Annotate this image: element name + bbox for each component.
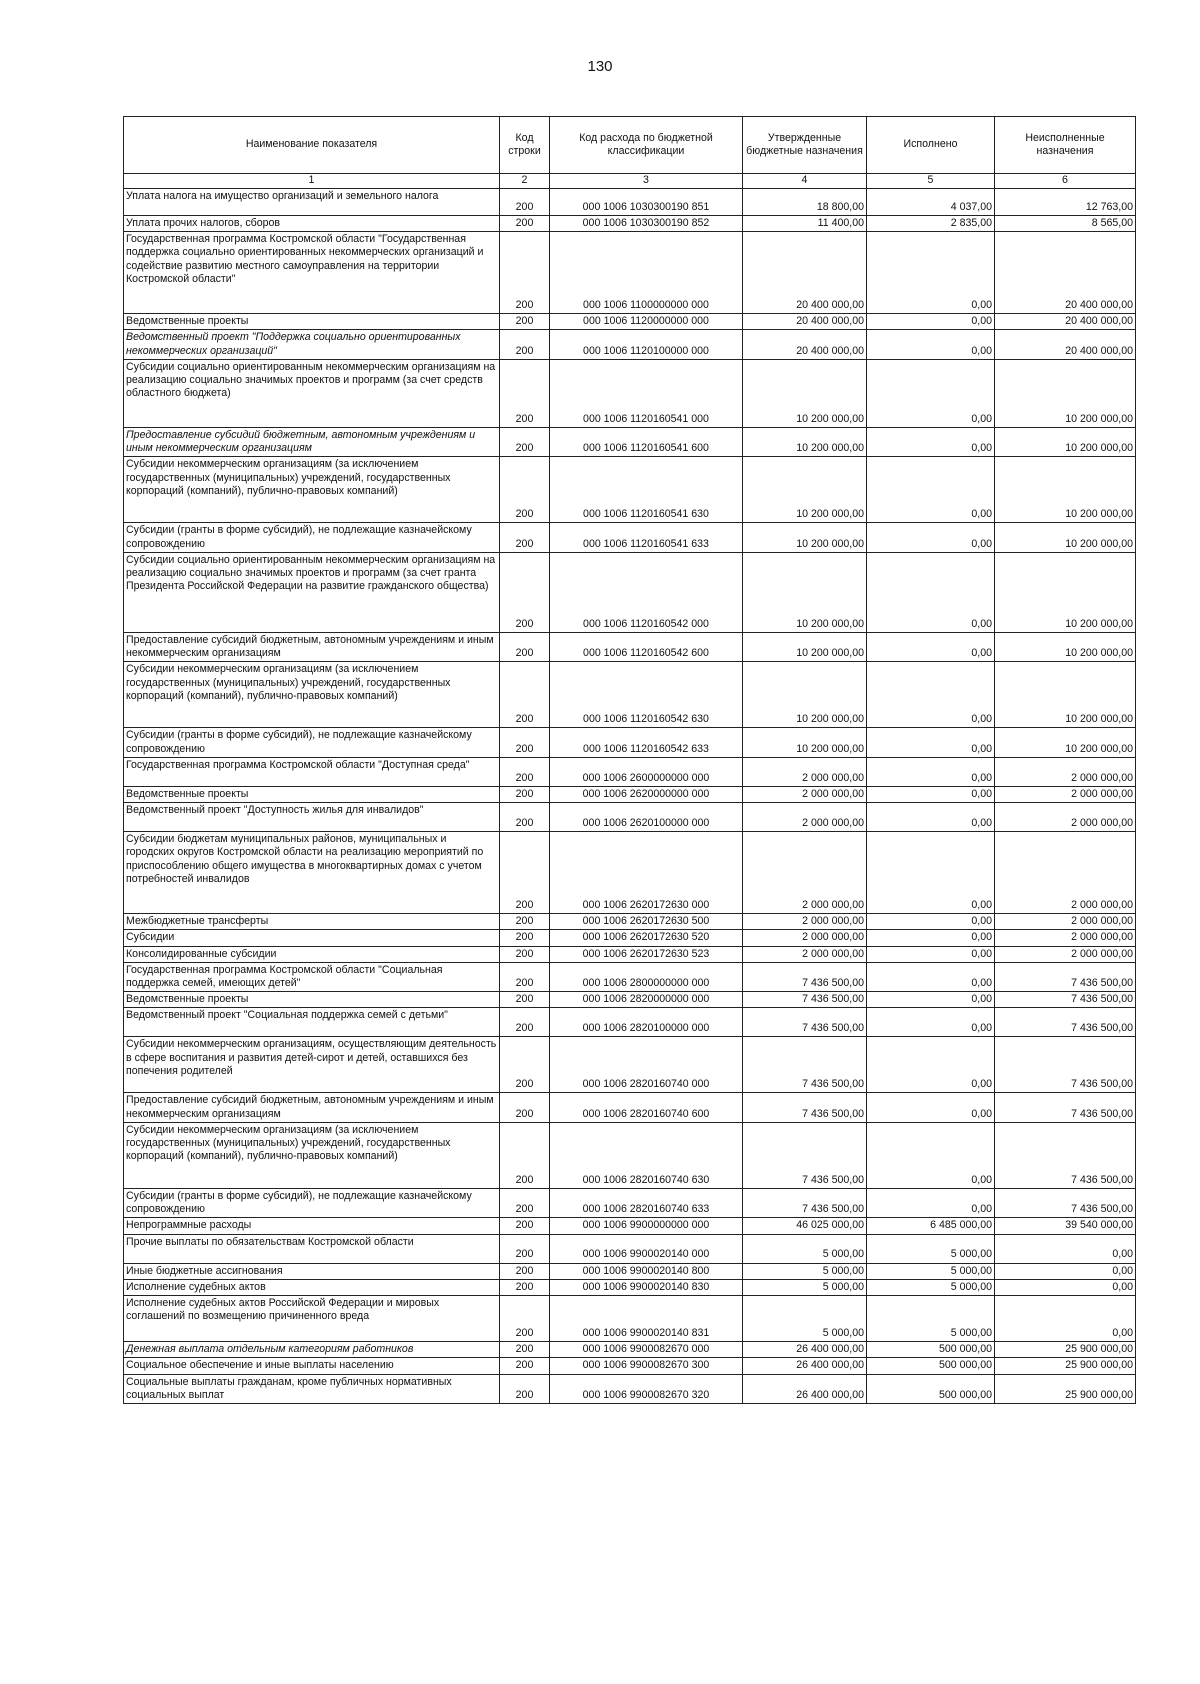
row-name: Субсидии некоммерческим организациям, осуществляющим деятельность в сфере воспитания и развития детей-сирот и детей, оставшихся без попечения родителей: [124, 1037, 500, 1093]
table-row: [124, 1122, 1136, 1188]
table-row: [124, 662, 1136, 728]
row-name: Исполнение судебных актов: [124, 1279, 500, 1295]
header-unexecuted: Неисполненные назначения: [995, 117, 1136, 174]
table-row: [124, 1263, 1136, 1279]
row-unexecuted: 2 000 000,00: [995, 786, 1136, 802]
row-line-code: 200: [500, 232, 550, 314]
row-name: Ведомственный проект "Поддержка социально ориентированных некоммерческих организаций": [124, 330, 500, 359]
row-executed: 0,00: [867, 662, 995, 728]
row-unexecuted: 10 200 000,00: [995, 427, 1136, 456]
row-expense-code: 000 1006 9900020140 830: [550, 1279, 743, 1295]
table-row: [124, 359, 1136, 427]
row-expense-code: 000 1006 9900082670 320: [550, 1374, 743, 1403]
row-unexecuted: 7 436 500,00: [995, 1037, 1136, 1093]
row-line-code: 200: [500, 992, 550, 1008]
row-executed: 5 000,00: [867, 1279, 995, 1295]
row-line-code: 200: [500, 552, 550, 632]
row-name: Субсидии некоммерческим организациям (за исключением государственных (муниципальных) учреждений, государственных корпораций (компаний), публично-правовых компаний): [124, 662, 500, 728]
row-unexecuted: 2 000 000,00: [995, 946, 1136, 962]
row-expense-code: 000 1006 1120160542 633: [550, 728, 743, 757]
table-row: [124, 1279, 1136, 1295]
row-unexecuted: 25 900 000,00: [995, 1342, 1136, 1358]
table-row: [124, 1218, 1136, 1234]
row-line-code: 200: [500, 1342, 550, 1358]
row-executed: 4 037,00: [867, 189, 995, 216]
row-executed: 0,00: [867, 330, 995, 359]
row-expense-code: 000 1006 1120100000 000: [550, 330, 743, 359]
row-line-code: 200: [500, 457, 550, 523]
row-executed: 500 000,00: [867, 1342, 995, 1358]
row-unexecuted: 7 436 500,00: [995, 1122, 1136, 1188]
row-approved: 46 025 000,00: [743, 1218, 867, 1234]
row-expense-code: 000 1006 2820000000 000: [550, 992, 743, 1008]
row-expense-code: 000 1006 2620172630 000: [550, 832, 743, 914]
table-row: [124, 992, 1136, 1008]
row-unexecuted: 12 763,00: [995, 189, 1136, 216]
row-executed: 0,00: [867, 992, 995, 1008]
row-executed: 5 000,00: [867, 1263, 995, 1279]
row-name: Социальные выплаты гражданам, кроме публичных нормативных социальных выплат: [124, 1374, 500, 1403]
row-expense-code: 000 1006 1120160541 630: [550, 457, 743, 523]
row-approved: 10 200 000,00: [743, 662, 867, 728]
row-name: Уплата прочих налогов, сборов: [124, 216, 500, 232]
row-approved: 20 400 000,00: [743, 330, 867, 359]
row-executed: 0,00: [867, 1008, 995, 1037]
row-line-code: 200: [500, 728, 550, 757]
row-unexecuted: 20 400 000,00: [995, 232, 1136, 314]
row-expense-code: 000 1006 9900020140 000: [550, 1234, 743, 1263]
row-approved: 2 000 000,00: [743, 786, 867, 802]
row-name: Социальное обеспечение и иные выплаты населению: [124, 1358, 500, 1374]
table-row: [124, 1188, 1136, 1217]
row-executed: 0,00: [867, 1188, 995, 1217]
row-approved: 5 000,00: [743, 1296, 867, 1342]
row-executed: 0,00: [867, 232, 995, 314]
row-expense-code: 000 1006 2820160740 600: [550, 1093, 743, 1122]
row-approved: 2 000 000,00: [743, 832, 867, 914]
row-line-code: 200: [500, 786, 550, 802]
row-line-code: 200: [500, 962, 550, 991]
row-executed: 6 485 000,00: [867, 1218, 995, 1234]
row-name: Консолидированные субсидии: [124, 946, 500, 962]
row-name: Субсидии бюджетам муниципальных районов, муниципальных и городских округов Костромской области на реализацию мероприятий по приспособлению общего имущества в многоквартирных домах с учетом потребностей инвалидов: [124, 832, 500, 914]
row-unexecuted: 10 200 000,00: [995, 359, 1136, 427]
table-row: [124, 757, 1136, 786]
row-name: Предоставление субсидий бюджетным, автономным учреждениям и иным некоммерческим организациям: [124, 632, 500, 661]
table-row: [124, 1234, 1136, 1263]
row-expense-code: 000 1006 1120000000 000: [550, 314, 743, 330]
row-unexecuted: 10 200 000,00: [995, 662, 1136, 728]
row-executed: 500 000,00: [867, 1374, 995, 1403]
row-line-code: 200: [500, 803, 550, 832]
row-approved: 11 400,00: [743, 216, 867, 232]
row-executed: 0,00: [867, 427, 995, 456]
row-unexecuted: 8 565,00: [995, 216, 1136, 232]
row-approved: 7 436 500,00: [743, 962, 867, 991]
row-unexecuted: 0,00: [995, 1234, 1136, 1263]
table-body: [124, 189, 1136, 1404]
row-line-code: 200: [500, 359, 550, 427]
row-executed: 0,00: [867, 359, 995, 427]
row-unexecuted: 25 900 000,00: [995, 1358, 1136, 1374]
row-approved: 10 200 000,00: [743, 359, 867, 427]
row-executed: 0,00: [867, 728, 995, 757]
row-name: Денежная выплата отдельным категориям работников: [124, 1342, 500, 1358]
row-executed: 5 000,00: [867, 1234, 995, 1263]
row-line-code: 200: [500, 662, 550, 728]
row-approved: 7 436 500,00: [743, 1093, 867, 1122]
table-row: [124, 930, 1136, 946]
row-name: Непрограммные расходы: [124, 1218, 500, 1234]
table-row: [124, 1358, 1136, 1374]
row-unexecuted: 7 436 500,00: [995, 1008, 1136, 1037]
row-expense-code: 000 1006 1030300190 852: [550, 216, 743, 232]
row-name: Ведомственные проекты: [124, 314, 500, 330]
row-expense-code: 000 1006 2820160740 000: [550, 1037, 743, 1093]
row-unexecuted: 2 000 000,00: [995, 832, 1136, 914]
row-unexecuted: 2 000 000,00: [995, 914, 1136, 930]
row-line-code: 200: [500, 1263, 550, 1279]
row-line-code: 200: [500, 1008, 550, 1037]
row-name: Субсидии (гранты в форме субсидий), не подлежащие казначейскому сопровождению: [124, 1188, 500, 1217]
row-line-code: 200: [500, 1122, 550, 1188]
table-row: [124, 962, 1136, 991]
row-name: Субсидии социально ориентированным некоммерческим организациям на реализацию социально значимых проектов и программ (за счет гранта Президента Российской Федерации на развитие гражданского общества): [124, 552, 500, 632]
table-row: [124, 457, 1136, 523]
row-expense-code: 000 1006 2620000000 000: [550, 786, 743, 802]
row-line-code: 200: [500, 1188, 550, 1217]
row-expense-code: 000 1006 2820100000 000: [550, 1008, 743, 1037]
row-unexecuted: 39 540 000,00: [995, 1218, 1136, 1234]
row-unexecuted: 10 200 000,00: [995, 728, 1136, 757]
row-line-code: 200: [500, 914, 550, 930]
table-row: [124, 232, 1136, 314]
row-unexecuted: 0,00: [995, 1263, 1136, 1279]
row-unexecuted: 7 436 500,00: [995, 962, 1136, 991]
table-row: [124, 786, 1136, 802]
row-approved: 20 400 000,00: [743, 314, 867, 330]
table-row: [124, 314, 1136, 330]
table-row: [124, 1037, 1136, 1093]
row-approved: 2 000 000,00: [743, 757, 867, 786]
row-expense-code: 000 1006 1120160542 000: [550, 552, 743, 632]
row-expense-code: 000 1006 1120160542 630: [550, 662, 743, 728]
row-expense-code: 000 1006 1100000000 000: [550, 232, 743, 314]
row-executed: 2 835,00: [867, 216, 995, 232]
column-number-row: [124, 174, 1136, 189]
column-number: 3: [550, 174, 743, 189]
row-name: Уплата налога на имущество организаций и земельного налога: [124, 189, 500, 216]
row-name: Иные бюджетные ассигнования: [124, 1263, 500, 1279]
row-approved: 26 400 000,00: [743, 1342, 867, 1358]
table-row: [124, 1093, 1136, 1122]
row-approved: 10 200 000,00: [743, 728, 867, 757]
row-expense-code: 000 1006 2820160740 633: [550, 1188, 743, 1217]
header-row: [124, 117, 1136, 174]
row-line-code: 200: [500, 189, 550, 216]
budget-execution-table: [123, 116, 1136, 1404]
row-executed: 0,00: [867, 803, 995, 832]
row-approved: 7 436 500,00: [743, 1008, 867, 1037]
row-approved: 10 200 000,00: [743, 552, 867, 632]
row-expense-code: 000 1006 2620172630 523: [550, 946, 743, 962]
row-name: Государственная программа Костромской области "Доступная среда": [124, 757, 500, 786]
row-name: Ведомственный проект "Социальная поддержка семей с детьми": [124, 1008, 500, 1037]
row-executed: 0,00: [867, 314, 995, 330]
row-line-code: 200: [500, 1374, 550, 1403]
row-name: Межбюджетные трансферты: [124, 914, 500, 930]
row-unexecuted: 2 000 000,00: [995, 757, 1136, 786]
row-approved: 5 000,00: [743, 1234, 867, 1263]
row-expense-code: 000 1006 9900082670 300: [550, 1358, 743, 1374]
row-unexecuted: 0,00: [995, 1296, 1136, 1342]
row-expense-code: 000 1006 2800000000 000: [550, 962, 743, 991]
header-line-code: Код строки: [500, 117, 550, 174]
row-name: Предоставление субсидий бюджетным, автономным учреждениям и иным некоммерческим организациям: [124, 1093, 500, 1122]
row-line-code: 200: [500, 1093, 550, 1122]
row-line-code: 200: [500, 1218, 550, 1234]
row-name: Ведомственные проекты: [124, 992, 500, 1008]
row-approved: 18 800,00: [743, 189, 867, 216]
row-name: Субсидии некоммерческим организациям (за исключением государственных (муниципальных) учреждений, государственных корпораций (компаний), публично-правовых компаний): [124, 457, 500, 523]
row-line-code: 200: [500, 946, 550, 962]
row-approved: 26 400 000,00: [743, 1358, 867, 1374]
row-line-code: 200: [500, 1279, 550, 1295]
row-approved: 2 000 000,00: [743, 946, 867, 962]
row-approved: 5 000,00: [743, 1279, 867, 1295]
row-unexecuted: 10 200 000,00: [995, 552, 1136, 632]
row-executed: 0,00: [867, 1037, 995, 1093]
row-name: Субсидии (гранты в форме субсидий), не подлежащие казначейскому сопровождению: [124, 728, 500, 757]
row-name: Субсидии некоммерческим организациям (за исключением государственных (муниципальных) учреждений, государственных корпораций (компаний), публично-правовых компаний): [124, 1122, 500, 1188]
row-expense-code: 000 1006 1120160542 600: [550, 632, 743, 661]
table-row: [124, 216, 1136, 232]
row-unexecuted: 7 436 500,00: [995, 992, 1136, 1008]
row-name: Субсидии (гранты в форме субсидий), не подлежащие казначейскому сопровождению: [124, 523, 500, 552]
page-number: 130: [587, 58, 613, 75]
row-unexecuted: 20 400 000,00: [995, 330, 1136, 359]
row-name: Ведомственный проект "Доступность жилья для инвалидов": [124, 803, 500, 832]
table-row: [124, 1296, 1136, 1342]
row-line-code: 200: [500, 757, 550, 786]
row-name: Ведомственные проекты: [124, 786, 500, 802]
row-approved: 2 000 000,00: [743, 914, 867, 930]
row-executed: 0,00: [867, 757, 995, 786]
row-name: Прочие выплаты по обязательствам Костромской области: [124, 1234, 500, 1263]
row-line-code: 200: [500, 632, 550, 661]
row-unexecuted: 10 200 000,00: [995, 457, 1136, 523]
row-line-code: 200: [500, 832, 550, 914]
row-executed: 0,00: [867, 832, 995, 914]
row-name: Субсидии социально ориентированным некоммерческим организациям на реализацию социально значимых проектов и программ (за счет средств областного бюджета): [124, 359, 500, 427]
row-approved: 7 436 500,00: [743, 1122, 867, 1188]
row-line-code: 200: [500, 216, 550, 232]
row-executed: 0,00: [867, 552, 995, 632]
row-line-code: 200: [500, 330, 550, 359]
table-row: [124, 946, 1136, 962]
row-approved: 20 400 000,00: [743, 232, 867, 314]
table-row: [124, 632, 1136, 661]
row-expense-code: 000 1006 2620172630 520: [550, 930, 743, 946]
row-expense-code: 000 1006 1120160541 633: [550, 523, 743, 552]
row-line-code: 200: [500, 427, 550, 456]
table-row: [124, 832, 1136, 914]
row-executed: 0,00: [867, 523, 995, 552]
row-approved: 10 200 000,00: [743, 457, 867, 523]
row-expense-code: 000 1006 9900020140 800: [550, 1263, 743, 1279]
header-expense-code: Код расхода по бюджетной классификации: [550, 117, 743, 174]
row-executed: 0,00: [867, 930, 995, 946]
row-executed: 0,00: [867, 786, 995, 802]
table-row: [124, 427, 1136, 456]
column-number: 2: [500, 174, 550, 189]
table-row: [124, 914, 1136, 930]
table-row: [124, 728, 1136, 757]
row-executed: 0,00: [867, 632, 995, 661]
row-approved: 2 000 000,00: [743, 803, 867, 832]
row-line-code: 200: [500, 930, 550, 946]
row-approved: 7 436 500,00: [743, 1037, 867, 1093]
row-expense-code: 000 1006 1120160541 000: [550, 359, 743, 427]
column-number: 6: [995, 174, 1136, 189]
row-unexecuted: 25 900 000,00: [995, 1374, 1136, 1403]
row-approved: 7 436 500,00: [743, 992, 867, 1008]
header-name: Наименование показателя: [124, 117, 500, 174]
row-expense-code: 000 1006 9900000000 000: [550, 1218, 743, 1234]
row-name: Государственная программа Костромской области "Социальная поддержка семей, имеющих детей": [124, 962, 500, 991]
table-row: [124, 803, 1136, 832]
row-line-code: 200: [500, 523, 550, 552]
row-executed: 0,00: [867, 1122, 995, 1188]
row-approved: 10 200 000,00: [743, 427, 867, 456]
row-unexecuted: 2 000 000,00: [995, 930, 1136, 946]
header-executed: Исполнено: [867, 117, 995, 174]
row-executed: 0,00: [867, 457, 995, 523]
row-line-code: 200: [500, 1037, 550, 1093]
row-line-code: 200: [500, 1234, 550, 1263]
row-approved: 2 000 000,00: [743, 930, 867, 946]
row-unexecuted: 10 200 000,00: [995, 632, 1136, 661]
row-unexecuted: 7 436 500,00: [995, 1093, 1136, 1122]
row-name: Исполнение судебных актов Российской Федерации и мировых соглашений по возмещению причиненного вреда: [124, 1296, 500, 1342]
row-approved: 10 200 000,00: [743, 523, 867, 552]
row-approved: 10 200 000,00: [743, 632, 867, 661]
row-unexecuted: 10 200 000,00: [995, 523, 1136, 552]
column-number: 1: [124, 174, 500, 189]
row-unexecuted: 7 436 500,00: [995, 1188, 1136, 1217]
table-row: [124, 1342, 1136, 1358]
column-number: 5: [867, 174, 995, 189]
table-row: [124, 552, 1136, 632]
row-expense-code: 000 1006 2600000000 000: [550, 757, 743, 786]
row-expense-code: 000 1006 9900020140 831: [550, 1296, 743, 1342]
row-expense-code: 000 1006 2620100000 000: [550, 803, 743, 832]
table-row: [124, 189, 1136, 216]
row-executed: 0,00: [867, 962, 995, 991]
table-row: [124, 1374, 1136, 1403]
row-expense-code: 000 1006 1030300190 851: [550, 189, 743, 216]
row-approved: 5 000,00: [743, 1263, 867, 1279]
row-expense-code: 000 1006 2820160740 630: [550, 1122, 743, 1188]
table-row: [124, 1008, 1136, 1037]
row-line-code: 200: [500, 1296, 550, 1342]
table-row: [124, 330, 1136, 359]
row-name: Предоставление субсидий бюджетным, автономным учреждениям и иным некоммерческим организациям: [124, 427, 500, 456]
header-approved: Утвержденные бюджетные назначения: [743, 117, 867, 174]
row-approved: 7 436 500,00: [743, 1188, 867, 1217]
row-expense-code: 000 1006 2620172630 500: [550, 914, 743, 930]
row-approved: 26 400 000,00: [743, 1374, 867, 1403]
row-expense-code: 000 1006 9900082670 000: [550, 1342, 743, 1358]
column-number: 4: [743, 174, 867, 189]
row-line-code: 200: [500, 1358, 550, 1374]
row-executed: 0,00: [867, 1093, 995, 1122]
row-executed: 0,00: [867, 914, 995, 930]
row-executed: 5 000,00: [867, 1296, 995, 1342]
row-line-code: 200: [500, 314, 550, 330]
row-executed: 500 000,00: [867, 1358, 995, 1374]
row-name: Субсидии: [124, 930, 500, 946]
row-unexecuted: 0,00: [995, 1279, 1136, 1295]
row-unexecuted: 20 400 000,00: [995, 314, 1136, 330]
table-row: [124, 523, 1136, 552]
row-executed: 0,00: [867, 946, 995, 962]
row-name: Государственная программа Костромской области "Государственная поддержка социально ориентированных некоммерческих организаций и содействие развитию местного самоуправления на территории Костромской области": [124, 232, 500, 314]
row-unexecuted: 2 000 000,00: [995, 803, 1136, 832]
row-expense-code: 000 1006 1120160541 600: [550, 427, 743, 456]
